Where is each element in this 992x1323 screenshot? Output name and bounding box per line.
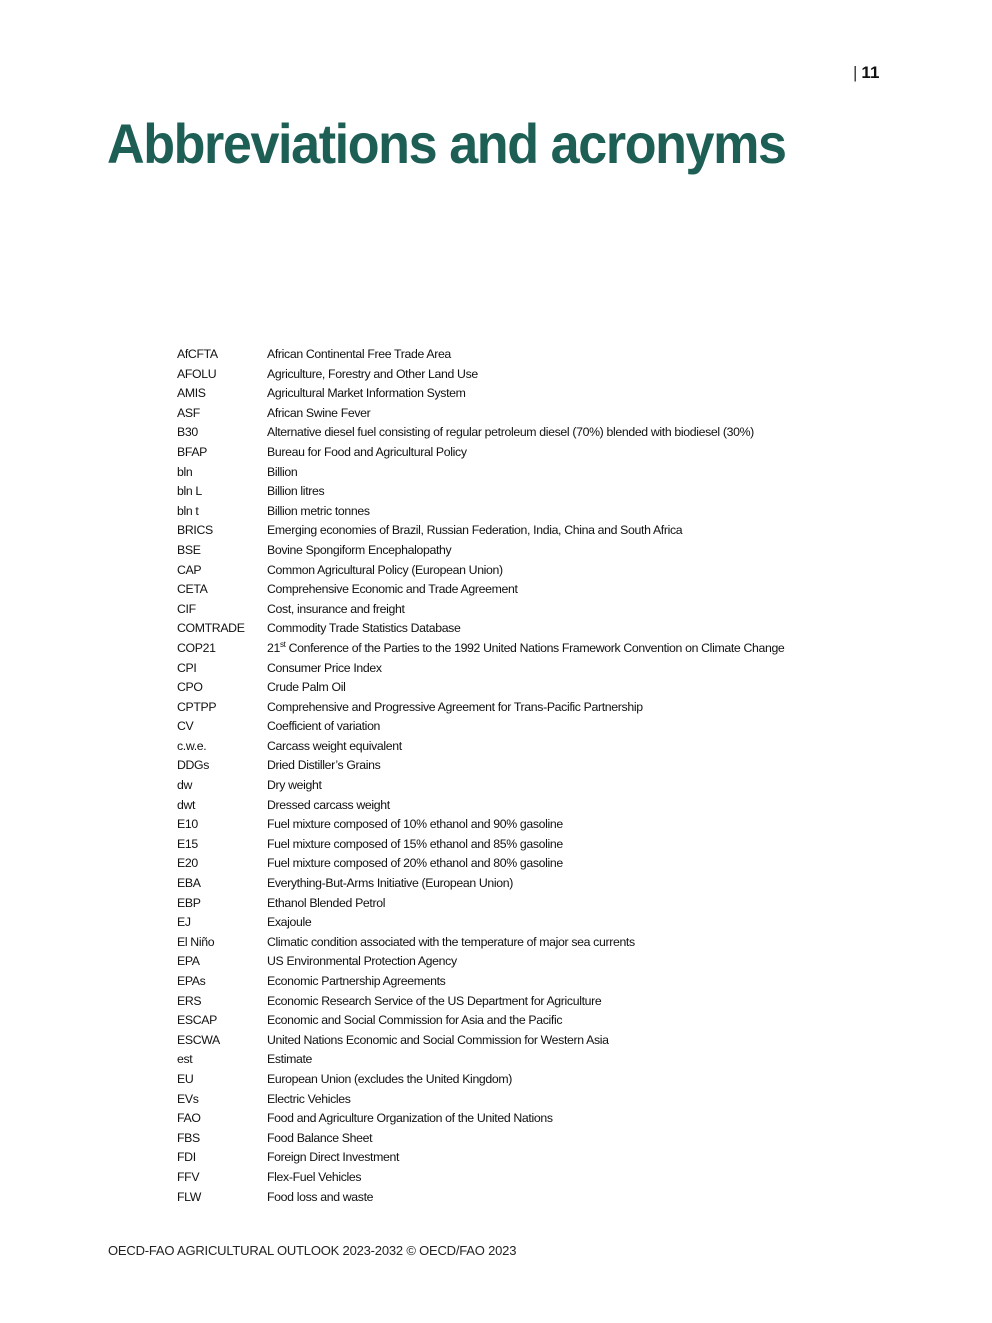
abbreviation-definition: Bureau for Food and Agricultural Policy [267,444,467,459]
abbreviation-row [177,835,877,855]
abbreviation-row [177,815,877,835]
abbreviation-definition: African Continental Free Trade Area [267,347,451,361]
abbreviation-row [177,600,877,620]
abbreviation-term: ASF [177,405,200,420]
definition-ordinal-suffix: st [279,639,286,649]
abbreviation-term: dw [177,778,193,793]
definition-text: Conference of the Parties to the 1992 United Nations Framework Convention on Climate Change [285,640,785,655]
abbreviation-row [177,1050,877,1070]
abbreviation-term: CPO [177,680,203,695]
abbreviation-row [177,443,877,463]
abbreviation-term: bln L [177,484,202,499]
abbreviation-definition: Exajoule [267,915,312,930]
abbreviation-row [177,678,877,698]
abbreviation-definition: Coefficient of variation [267,719,381,734]
abbreviation-definition: Billion [267,464,298,479]
abbreviation-row [177,1011,877,1031]
abbreviation-definition: Dried Distiller’s Grains [267,758,381,773]
abbreviation-row [177,404,877,424]
abbreviation-row [177,639,877,659]
abbreviation-definition: Climatic condition associated with the temperature of major sea currents [267,934,635,949]
abbreviation-term: EBA [177,876,201,891]
page-number-value: 11 [861,63,880,82]
abbreviation-term: AfCFTA [177,347,218,361]
abbreviation-row [177,776,877,796]
abbreviation-definition: Dressed carcass weight [267,797,390,812]
abbreviation-definition: Crude Palm Oil [267,680,346,695]
abbreviation-definition: Billion metric tonnes [267,503,370,518]
abbreviation-term: FFV [177,1169,200,1184]
abbreviation-definition: Food Balance Sheet [267,1130,373,1145]
abbreviation-row [177,384,877,404]
abbreviation-row [177,698,877,718]
abbreviation-term: bln t [177,503,199,518]
abbreviation-definition: Comprehensive and Progressive Agreement for Trans-Pacific Partnership [267,699,643,714]
abbreviation-definition: Comprehensive Economic and Trade Agreement [267,582,518,597]
footer-copyright: OECD-FAO AGRICULTURAL OUTLOOK 2023-2032 © OECD/FAO 2023 [108,1243,517,1258]
abbreviation-term: El Niño [177,934,215,949]
abbreviation-definition: US Environmental Protection Agency [267,954,457,969]
abbreviation-term: B30 [177,425,198,440]
abbreviation-row [177,1168,877,1188]
abbreviation-row [177,1148,877,1168]
abbreviation-row [177,737,877,757]
abbreviation-definition: Food and Agriculture Organization of the United Nations [267,1111,553,1126]
abbreviation-row [177,502,877,522]
abbreviation-definition: Commodity Trade Statistics Database [267,621,461,636]
abbreviation-row [177,933,877,953]
abbreviation-definition: Agriculture, Forestry and Other Land Use [267,366,478,381]
abbreviation-definition: Dry weight [267,778,322,793]
abbreviation-term: BRICS [177,523,213,538]
abbreviation-row [177,1129,877,1149]
abbreviation-term: BSE [177,542,201,557]
abbreviation-list [177,345,877,1207]
abbreviation-definition: Fuel mixture composed of 15% ethanol and 85% gasoline [267,836,563,851]
abbreviation-row [177,1031,877,1051]
abbreviation-definition [267,639,877,659]
abbreviation-definition: Carcass weight equivalent [267,738,402,753]
abbreviation-term: ERS [177,993,202,1008]
abbreviation-term: EPAs [177,974,206,988]
abbreviation-term: CV [177,719,194,734]
abbreviation-definition: African Swine Fever [267,405,371,420]
abbreviation-row [177,854,877,874]
abbreviation-definition: European Union (excludes the United Kingdom) [267,1071,513,1086]
abbreviation-row [177,345,877,365]
abbreviation-term: EJ [177,915,191,930]
abbreviation-definition: Bovine Spongiform Encephalopathy [267,542,452,557]
abbreviation-definition: Economic Partnership Agreements [267,974,446,988]
abbreviation-term: DDGs [177,758,210,773]
abbreviation-row [177,717,877,737]
abbreviation-definition: Everything-But-Arms Initiative (European Union) [267,876,513,891]
abbreviation-definition: Food loss and waste [267,1189,374,1204]
abbreviation-term: CETA [177,582,208,597]
abbreviation-definition: Economic and Social Commission for Asia and the Pacific [267,1013,563,1028]
abbreviation-row [177,972,877,992]
abbreviation-row [177,874,877,894]
abbreviation-definition: Emerging economies of Brazil, Russian Federation, India, China and South Africa [267,523,683,538]
abbreviation-term: EVs [177,1091,199,1106]
abbreviation-term: est [177,1052,193,1067]
abbreviation-term: bln [177,464,193,479]
abbreviation-row [177,1109,877,1129]
abbreviation-term: FDI [177,1150,196,1165]
abbreviation-term: FAO [177,1111,201,1126]
abbreviation-definition: Fuel mixture composed of 20% ethanol and 80% gasoline [267,856,563,871]
abbreviation-definition: Alternative diesel fuel consisting of regular petroleum diesel (70%) blended with biodiesel (30%) [267,425,754,440]
abbreviation-definition: Billion litres [267,484,325,499]
definition-ordinal-number: 21 [267,640,280,655]
abbreviation-definition: Ethanol Blended Petrol [267,895,386,910]
abbreviation-row [177,423,877,443]
abbreviation-row [177,992,877,1012]
page-number [853,63,879,83]
abbreviation-term: CIF [177,601,196,616]
abbreviation-term: c.w.e. [177,738,207,753]
abbreviation-row [177,756,877,776]
abbreviation-row [177,619,877,639]
abbreviation-term: BFAP [177,444,208,459]
abbreviation-row [177,913,877,933]
abbreviation-row [177,561,877,581]
abbreviation-row [177,1188,877,1208]
abbreviation-term: CPI [177,660,197,675]
abbreviation-definition: Flex-Fuel Vehicles [267,1169,362,1184]
abbreviation-term: E20 [177,856,198,871]
abbreviation-row [177,1070,877,1090]
abbreviation-term: CPTPP [177,699,217,714]
abbreviation-definition: Foreign Direct Investment [267,1150,400,1165]
abbreviation-term: EBP [177,895,201,910]
page-number-separator: | [853,63,858,82]
abbreviation-term: E10 [177,817,198,832]
abbreviation-definition: United Nations Economic and Social Commission for Western Asia [267,1032,609,1047]
abbreviation-row [177,521,877,541]
abbreviation-term: CAP [177,562,202,577]
abbreviation-row [177,482,877,502]
abbreviation-term: FLW [177,1189,201,1204]
abbreviation-term: AMIS [177,386,206,401]
abbreviation-term: dwt [177,797,196,812]
abbreviation-definition: Electric Vehicles [267,1091,351,1106]
abbreviation-term: ESCAP [177,1013,217,1028]
abbreviation-definition: Fuel mixture composed of 10% ethanol and 90% gasoline [267,817,563,832]
page-title: Abbreviations and acronyms [107,112,786,175]
abbreviation-term: E15 [177,836,198,851]
abbreviation-definition: Economic Research Service of the US Department for Agriculture [267,993,602,1008]
abbreviation-row [177,541,877,561]
abbreviation-definition: Consumer Price Index [267,660,382,675]
abbreviation-term: AFOLU [177,366,217,381]
abbreviation-term: ESCWA [177,1032,220,1047]
abbreviation-definition: Estimate [267,1052,313,1067]
abbreviation-row [177,952,877,972]
abbreviation-row [177,1090,877,1110]
abbreviation-row [177,796,877,816]
abbreviation-row [177,365,877,385]
abbreviation-row [177,659,877,679]
abbreviation-row [177,580,877,600]
abbreviation-term: EPA [177,954,200,969]
abbreviation-term: FBS [177,1130,200,1145]
abbreviation-definition: Cost, insurance and freight [267,601,405,616]
abbreviation-definition: Agricultural Market Information System [267,386,466,401]
abbreviation-term: COMTRADE [177,621,245,636]
abbreviation-row [177,463,877,483]
abbreviation-definition: Common Agricultural Policy (European Union) [267,562,503,577]
abbreviation-term: COP21 [177,640,216,655]
abbreviation-term: EU [177,1071,194,1086]
abbreviation-row [177,894,877,914]
